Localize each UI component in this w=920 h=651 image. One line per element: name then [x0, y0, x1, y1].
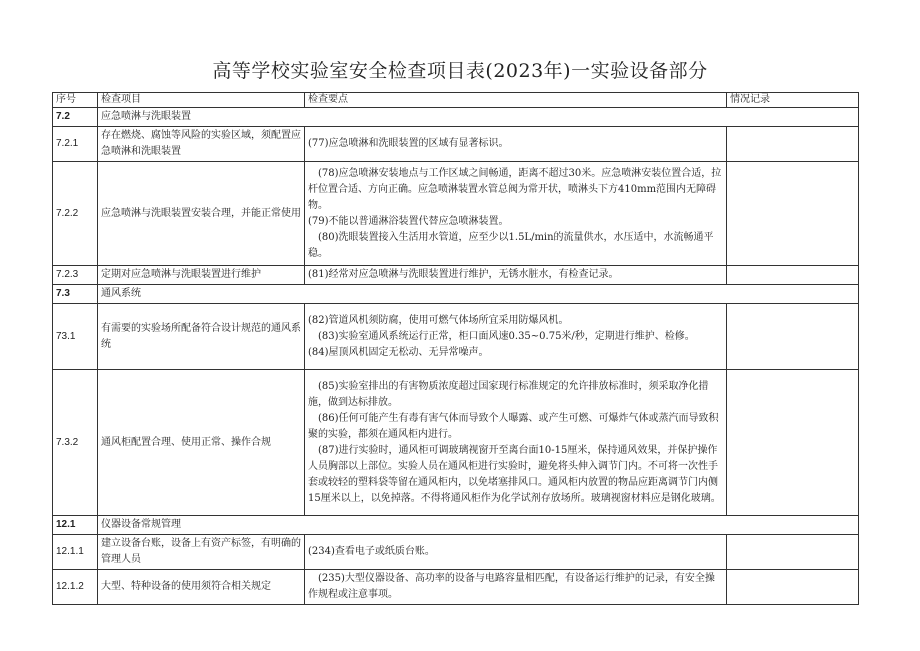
check-point: (83)实验室通风系统运行正常，柜口面风速0.35~0.75米/秒，定期进行维护、检修。 [318, 330, 695, 342]
row-no: 12.1.2 [53, 570, 98, 605]
table-header-row [53, 93, 859, 108]
record-cell[interactable] [727, 127, 859, 162]
section-no: 12.1 [53, 516, 98, 535]
check-point: (84)屋顶风机固定无松动、无异常噪声。 [308, 346, 489, 358]
row-item: 通风柜配置合理、使用正常、操作合规 [98, 370, 305, 516]
check-point: (78)应急喷淋安装地点与工作区域之间畅通，距离不超过30米。应急喷淋安装位置合适，拉杆位置合适、方向正确。应急喷淋装置水管总阀为常开状，喷淋头下方410mm范围内无障碍物。 [308, 167, 722, 211]
table-row [53, 162, 859, 266]
row-no: 7.2.3 [53, 266, 98, 285]
check-point: (82)管道风机须防腐，使用可燃气体场所宜采用防爆风机。 [308, 314, 569, 326]
check-point: (87)进行实验时，通风柜可调玻璃视窗开至离台面10-15厘米，保持通风效果，并保护操作人员胸部以上部位。实验人员在通风柜进行实验时，避免将头伸入调节门内。不可将一次性手套或较轻的塑料袋等留在通风柜内，以免堵塞排风口。通风柜内放置的物品应距离调节门内侧15厘米以上，以免掉落。不得将通风柜作为化学试剂存放场所。玻璃视窗材料应是钢化玻璃。 [308, 444, 721, 504]
row-no: 12.1.1 [53, 535, 98, 570]
section-row [53, 285, 859, 304]
row-item: 大型、特种设备的使用须符合相关规定 [98, 570, 305, 605]
row-points [305, 535, 727, 570]
table-row [53, 570, 859, 605]
table-row [53, 266, 859, 285]
row-item: 建立设备台账，设备上有资产标签，有明确的管理人员 [98, 535, 305, 570]
check-point: (86)任何可能产生有毒有害气体而导致个人曝露、或产生可燃、可爆炸气体或蒸汽而导致积聚的实验，都须在通风柜内进行。 [308, 412, 719, 440]
check-point: (235)大型仪器设备、高功率的设备与电路容量相匹配，有设备运行维护的记录，有安全操作规程或注意事项。 [308, 573, 715, 600]
record-cell[interactable] [727, 162, 859, 266]
header-item: 检查项目 [98, 93, 305, 108]
section-title: 仪器设备常规管理 [98, 516, 859, 535]
row-points [305, 266, 727, 285]
header-record: 情况记录 [727, 93, 859, 108]
check-point: (77)应急喷淋和洗眼装置的区域有显著标识。 [308, 138, 509, 149]
section-title: 应急喷淋与洗眼装置 [98, 108, 859, 127]
inspection-table [52, 92, 859, 605]
page-title: 高等学校实验室安全检查项目表(2023年)一实验设备部分 [212, 60, 708, 82]
table-row [53, 535, 859, 570]
row-points [305, 304, 727, 370]
record-cell[interactable] [727, 370, 859, 516]
record-cell[interactable] [727, 535, 859, 570]
check-point: (80)洗眼装置接入生活用水管道，应至少以1.5L/min的流量供水，水压适中，水流畅通平稳。 [308, 231, 714, 259]
section-no: 7.3 [53, 285, 98, 304]
row-points [305, 162, 727, 266]
row-no: 7.2.2 [53, 162, 98, 266]
row-points [305, 570, 727, 605]
check-point: (234)查看电子或纸质台账。 [308, 546, 435, 557]
section-row [53, 516, 859, 535]
row-no: 7.3.2 [53, 370, 98, 516]
table-row [53, 127, 859, 162]
row-points [305, 127, 727, 162]
record-cell[interactable] [727, 304, 859, 370]
check-point: (79)不能以普通淋浴装置代替应急喷淋装置。 [308, 215, 509, 227]
check-point: (85)实验室排出的有害物质浓度超过国家现行标准规定的允许排放标准时，须采取净化措施，做到达标排放。 [308, 380, 709, 408]
row-points [305, 370, 727, 516]
check-point: (81)经常对应急喷淋与洗眼装置进行维护，无锈水脏水，有检查记录。 [308, 269, 619, 280]
header-no: 序号 [53, 93, 98, 108]
table-body [53, 93, 859, 605]
table-row [53, 370, 859, 516]
row-item: 存在燃烧、腐蚀等风险的实验区域，须配置应急喷淋和洗眼装置 [98, 127, 305, 162]
record-cell[interactable] [727, 266, 859, 285]
section-title: 通风系统 [98, 285, 859, 304]
row-item: 应急喷淋与洗眼装置安装合理，并能正常使用 [98, 162, 305, 266]
row-item: 有需要的实验场所配备符合设计规范的通风系统 [98, 304, 305, 370]
row-no: 7.2.1 [53, 127, 98, 162]
record-cell[interactable] [727, 570, 859, 605]
section-no: 7.2 [53, 108, 98, 127]
table-row [53, 304, 859, 370]
section-row [53, 108, 859, 127]
row-item: 定期对应急喷淋与洗眼装置进行维护 [98, 266, 305, 285]
header-points: 检查要点 [305, 93, 727, 108]
row-no: 73.1 [53, 304, 98, 370]
